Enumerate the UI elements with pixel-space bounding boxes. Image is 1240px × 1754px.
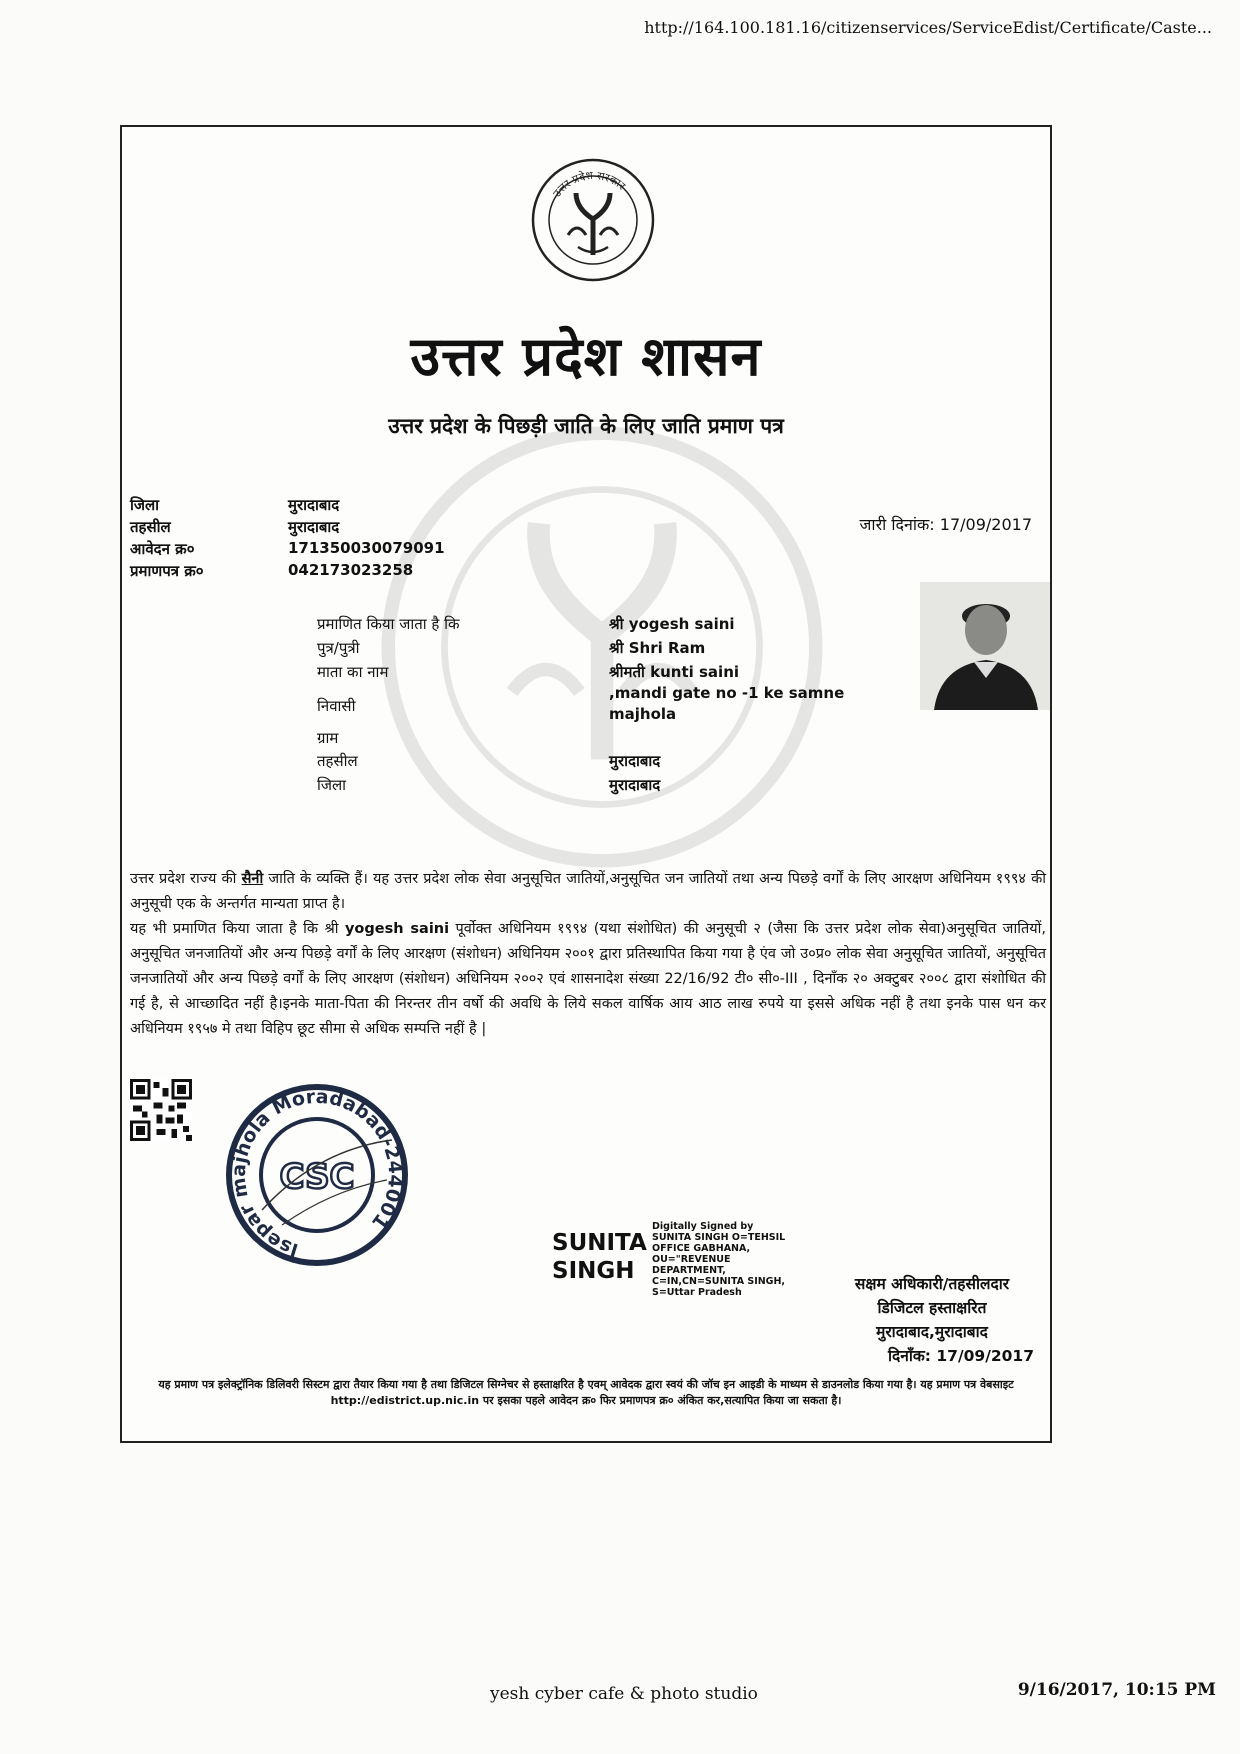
- field-value: मुरादाबाद: [609, 776, 661, 794]
- applicant-photo: [920, 582, 1050, 710]
- signature-name-line: SUNITA: [552, 1230, 647, 1256]
- body-text: जाति के व्यक्ति हैं। यह उत्तर प्रदेश लोक सेवा अनुसूचित जातियों,अनुसूचित जन जातियों तथा अन्य पिछड़े वर्गों के लिए आरक्षण अधिनियम १९९४ की अनुसूची एक के अन्तर्गत मान्यता प्राप्त है।: [130, 871, 1046, 912]
- watermark-emblem: [377, 422, 827, 872]
- field-value: श्री Shri Ram: [609, 639, 706, 657]
- meta-label: आवेदन क्र०: [130, 540, 195, 558]
- meta-value: 171350030079091: [288, 539, 445, 557]
- svg-text:lsepar majhola Moradabad-24400: lsepar majhola Moradabad-244001: [227, 1085, 407, 1262]
- caste-name: सैनी: [241, 871, 264, 887]
- signatory-designation: सक्षम अधिकारी/तहसीलदार: [854, 1275, 1010, 1293]
- page-title: उत्तर प्रदेश शासन: [410, 324, 762, 388]
- person-photo-icon: [920, 582, 1050, 710]
- csc-stamp: [222, 1080, 412, 1270]
- qr-code-icon: [130, 1079, 192, 1141]
- certificate-body: [130, 867, 1046, 1042]
- meta-label: तहसील: [130, 518, 171, 536]
- print-url: http://164.100.181.16/citizenservices/ServiceEdist/Certificate/Caste...: [644, 18, 1212, 37]
- meta-value: मुरादाबाद: [288, 518, 340, 536]
- meta-row: [130, 561, 445, 583]
- certificate-page: [120, 125, 1052, 1443]
- field-label: निवासी: [317, 697, 356, 715]
- digital-signature-name: [552, 1229, 647, 1285]
- issue-date-label: जारी दिनांक:: [859, 515, 935, 534]
- field-label: माता का नाम: [317, 663, 389, 681]
- signatory-block: [822, 1272, 1042, 1368]
- meta-value: 042173023258: [288, 561, 414, 579]
- signatory-date: [822, 1344, 1042, 1368]
- body-text: पूर्वोक्त अधिनियम १९९४ (यथा संशोधित) की अनुसूची २ (जैसा कि उत्तर प्रदेश लोक सेवा)अनुसूचित जातियों, अनुसूचित जनजातियों और अन्य पिछड़े वर्गों के लिए आरक्षण (संशोधन) अधिनियम २००१ द्वारा प्रतिस्थापित किया गया है एंव जो उ०प्र० लोक सेवा अनुसूचित जातियों, अनुसूचित जनजातियों और अन्य पिछड़े वर्गों के लिए आरक्षण (संशोधन) अधिनियम २००२ एवं शासनादेश संख्या 22/16/92 टी० सी०-III , दिनाँक २० अक्टुबर २००८ द्वारा संशोधित की गई है, से आच्छादित नहीं है।इनके माता-पिता की निरन्तर तीन वर्षो की अवधि के लिये सकल वार्षिक आय आठ लाख रुपये या इससे अधिक नहीं है तथा इनके पास धन कर अधिनियम १९५७ मे तथा विहिप छूट सीमा से अधिक सम्पत्ति नहीं है |: [130, 921, 1046, 1037]
- meta-row: [130, 495, 445, 517]
- signatory-date-label: दिनाँक:: [888, 1347, 931, 1365]
- field-value: majhola: [609, 705, 677, 723]
- field-label: ग्राम: [317, 729, 339, 747]
- body-text: यह भी प्रमाणित किया जाता है कि श्री: [130, 921, 345, 937]
- signatory-digital: डिजिटल हस्ताक्षरित: [877, 1299, 987, 1317]
- print-footer-left: yesh cyber cafe & photo studio: [490, 1684, 758, 1704]
- svg-text:CSC: CSC: [279, 1157, 355, 1197]
- footer-note: यह प्रमाण पत्र इलेक्ट्रॉनिक डिलिवरी सिस्टम द्वारा तैयार किया गया है तथा डिजिटल सिग्नेचर से हस्ताक्षरित है एवम् आवेदक द्वारा स्वयं की जॉच इन आइडी के माध्यम से डाउनलोड किया गया है। यह प्रमाण पत्र वेबसाइट http://edistrict.up.nic.in पर इसका पहले आवेदन क्र० फिर प्रमाणपत्र क्र० अंकित कर,सत्यापित किया जा सकता है।: [158, 1378, 1014, 1407]
- applicant-name: yogesh saini: [344, 921, 450, 937]
- signature-name-line: SINGH: [552, 1258, 635, 1284]
- issue-date-value: 17/09/2017: [939, 515, 1032, 534]
- digital-signature-info: Digitally Signed by SUNITA SINGH O=TEHSIL OFFICE GABHANA, OU="REVENUE DEPARTMENT, C=IN,CN=SUNITA SINGH, S=Uttar Pradesh: [652, 1221, 786, 1298]
- field-label: तहसील: [317, 752, 358, 770]
- meta-label: प्रमाणपत्र क्र०: [130, 562, 204, 580]
- body-text: उत्तर प्रदेश राज्य की: [130, 871, 242, 887]
- field-label: प्रमाणित किया जाता है कि: [317, 615, 460, 633]
- svg-text:उत्तर प्रदेश सरकार: उत्तर प्रदेश सरकार: [550, 168, 628, 200]
- print-footer-right: 9/16/2017, 10:15 PM: [1017, 1680, 1216, 1700]
- meta-row: [130, 517, 445, 539]
- signatory-date-value: 17/09/2017: [936, 1347, 1034, 1365]
- meta-label: जिला: [130, 496, 160, 514]
- field-value: श्री yogesh saini: [609, 615, 735, 633]
- meta-row: [130, 539, 445, 561]
- application-meta: [130, 495, 445, 583]
- certificate-subtitle: उत्तर प्रदेश के पिछड़ी जाति के लिए जाति प्रमाण पत्र: [388, 414, 784, 438]
- issue-date: [860, 513, 1032, 535]
- field-value: श्रीमती kunti saini: [609, 663, 740, 681]
- field-label: जिला: [317, 776, 347, 794]
- signatory-location: मुरादाबाद,मुरादाबाद: [876, 1323, 988, 1341]
- field-value: ,mandi gate no -1 ke samne: [609, 684, 845, 702]
- field-label: पुत्र/पुत्री: [317, 639, 360, 657]
- up-government-emblem: [530, 157, 656, 283]
- meta-value: मुरादाबाद: [288, 496, 340, 514]
- field-value: मुरादाबाद: [609, 752, 661, 770]
